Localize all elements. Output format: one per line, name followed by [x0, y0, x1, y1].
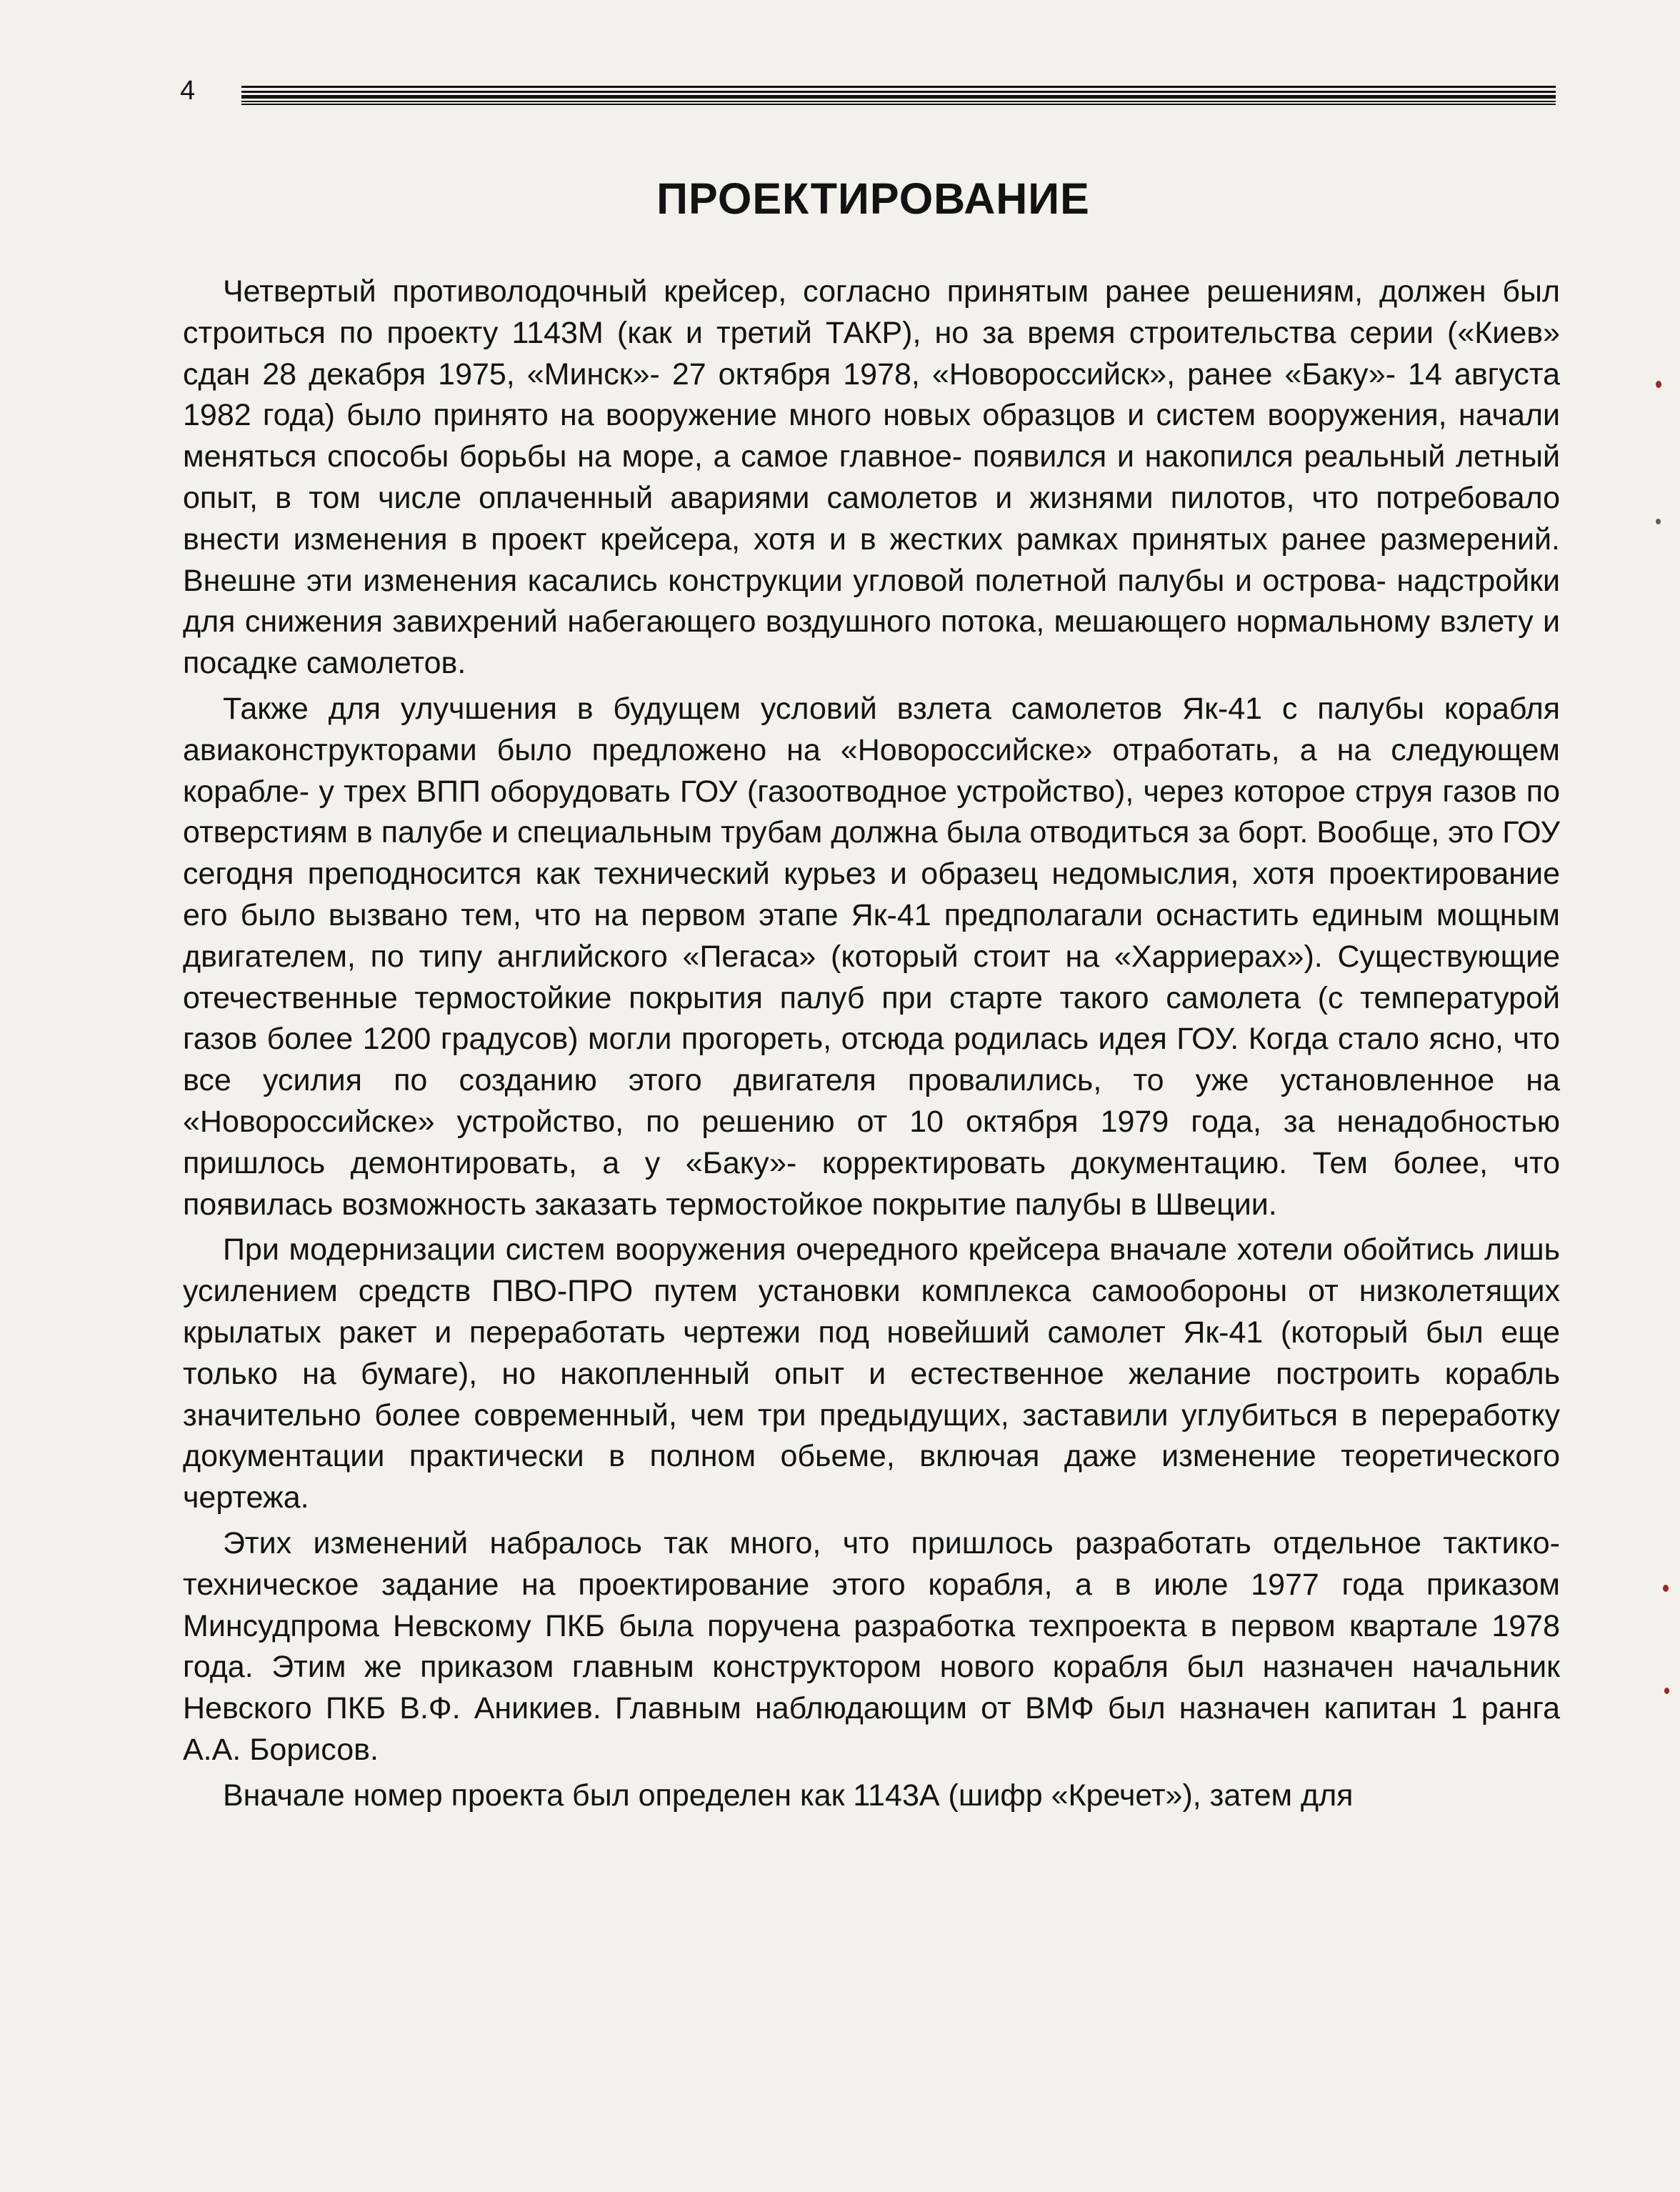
article-body: [183, 271, 1560, 1820]
header-rule: [241, 86, 1556, 106]
paragraph-4: Этих изменений набралось так много, что пришлось разработать отдельное тактико- техническое задание на проектирование этого корабля, а в июле 1977 года приказом Минсудпрома Невскому ПКБ была поручена разработка техпроекта в первом квартале 1978 года. Этим же приказом главным конструктором нового корабля был назначен начальник Невского ПКБ В.Ф. Аникиев. Главным наблюдающим от ВМФ был назначен капитан 1 ранга А.А. Борисов.: [183, 1525, 1560, 1767]
page-number: 4: [180, 76, 196, 106]
page-title: ПРОЕКТИРОВАНИЕ: [656, 174, 1090, 223]
scan-speck: [1656, 381, 1661, 388]
scan-speck: [1664, 1688, 1669, 1694]
scan-speck: [1656, 519, 1661, 524]
paragraph-3: При модернизации систем вооружения очередного крейсера вначале хотели обойтись лишь усилением средств ПВО-ПРО путем установки комплекса самообороны от низколетящих крылатых ракет и переработать чертежи под новейший самолет Як-41 (который был еще только на бумаге), но накопленный опыт и естественное желание построить корабль значительно более современный, чем три предыдущих, заставили углубиться в переработку документации практически в полном обьеме, включая даже изменение теоретического чертежа.: [183, 1232, 1560, 1515]
paragraph-1: Четвертый противолодочный крейсер, согласно принятым ранее решениям, должен был строиться по проекту 1143М (как и третий ТАКР), но за время строительства серии («Киев» сдан 28 декабря 1975, «Минск»- 27 октября 1978, «Новороссийск», ранее «Баку»- 14 августа 1982 года) было принято на вооружение много новых образцов и систем вооружения, начали меняться способы борьбы на море, а самое главное- появился и накопился реальный летный опыт, в том числе оплаченный авариями самолетов и жизнями пилотов, что потребовало внести изменения в проект крейсера, хотя и в жестких рамках принятых ранее размерений. Внешне эти изменения касались конструкции угловой полетной палубы и острова- надстройки для снижения завихрений набегающего воздушного потока, мешающего нормальному взлету и посадке самолетов.: [183, 274, 1560, 681]
paragraph-5: Вначале номер проекта был определен как 1143А (шифр «Кречет»), затем для: [223, 1778, 1354, 1813]
scan-speck: [1663, 1585, 1669, 1592]
paragraph-2: Также для улучшения в будущем условий взлета самолетов Як-41 с палубы корабля авиаконструкторами было предложено на «Новороссийске» отработать, а на следующем корабле- у трех ВПП оборудовать ГОУ (газоотводное устройство), через которое струя газов по отверстиям в палубе и специальным трубам должна была отводиться за борт. Вообще, это ГОУ сегодня преподносится как технический курьез и образец недомыслия, хотя проектирование его было вызвано тем, что на первом этапе Як-41 предполагали оснастить единым мощным двигателем, по типу английского «Пегаса» (который стоит на «Харриерах»). Существующие отечественные термостойкие покрытия палуб при старте такого самолета (с температурой газов более 1200 градусов) могли прогореть, отсюда родилась идея ГОУ. Когда стало ясно, что все усилия по созданию этого двигателя провалились, то уже установленное на «Новороссийске» устройство, по решению от 10 октября 1979 года, за ненадобностью пришлось демонтировать, а у «Баку»- корректировать документацию. Тем более, что появилась возможность заказать термостойкое покрытие палубы в Швеции.: [183, 691, 1560, 1222]
header-rule-lines: [241, 86, 1556, 106]
